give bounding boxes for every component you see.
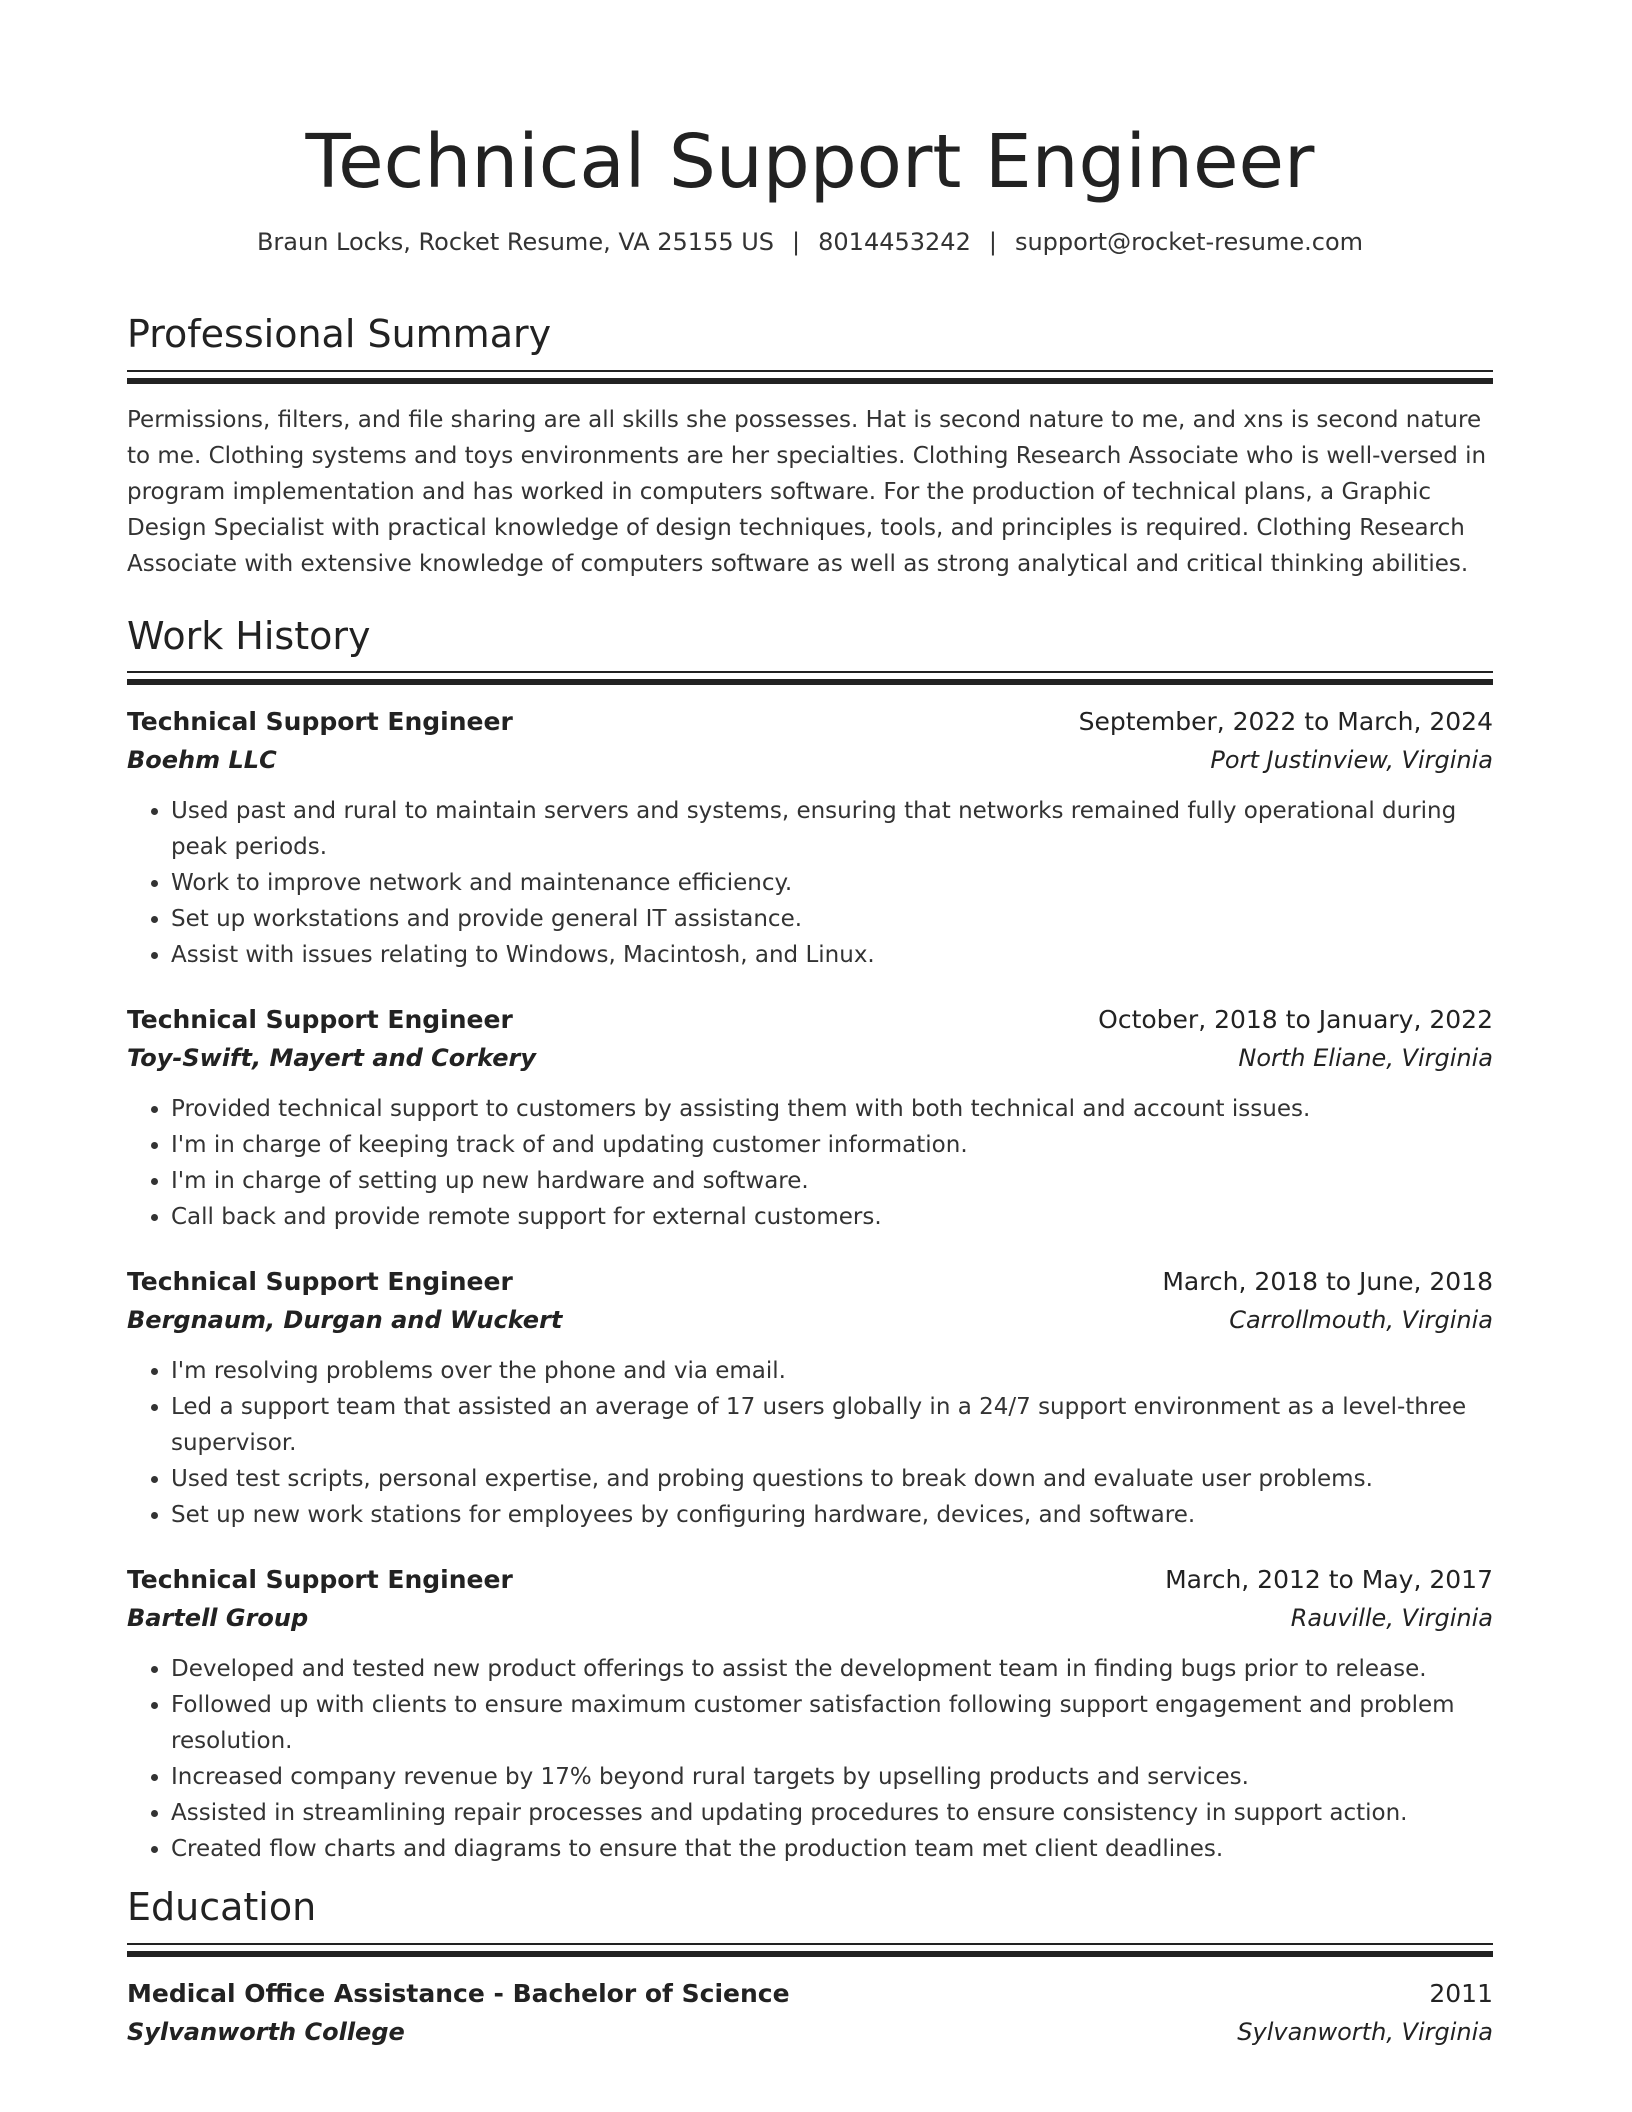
- education-school: Sylvanworth College: [127, 2018, 405, 2047]
- job-location: Carrollmouth, Virginia: [1229, 1306, 1493, 1335]
- job-bullet: • Assisted in streamlining repair processes and updating procedures to ensure consistency in support action.: [171, 1795, 1493, 1831]
- job-title: Technical Support Engineer: [127, 1267, 513, 1297]
- summary-section: [127, 312, 1493, 582]
- job-entry: [127, 703, 1493, 973]
- job-bullet: • Increased company revenue by 17% beyond rural targets by upselling products and services.: [171, 1759, 1493, 1795]
- job-bullets: [127, 793, 1493, 973]
- section-divider: [127, 370, 1493, 384]
- job-bullet: • I'm resolving problems over the phone and via email.: [171, 1353, 1493, 1389]
- job-entry: [127, 1561, 1493, 1867]
- job-bullet: • Work to improve network and maintenance efficiency.: [171, 865, 1493, 901]
- work-history-section: [127, 614, 1493, 1868]
- job-company: Bergnaum, Durgan and Wuckert: [127, 1306, 563, 1335]
- job-title: Technical Support Engineer: [127, 707, 513, 737]
- job-bullet: • I'm in charge of setting up new hardware and software.: [171, 1163, 1493, 1199]
- job-bullet: • Used past and rural to maintain servers and systems, ensuring that networks remained fully operational during peak periods.: [171, 793, 1493, 865]
- job-dates: October, 2018 to January, 2022: [1098, 1005, 1493, 1035]
- education-section: [127, 1885, 1493, 2051]
- job-bullets: [127, 1091, 1493, 1235]
- job-bullet: • Used test scripts, personal expertise, and probing questions to break down and evaluate user problems.: [171, 1461, 1493, 1497]
- job-bullet: • Call back and provide remote support for external customers.: [171, 1199, 1493, 1235]
- contact-separator: |: [792, 228, 801, 257]
- section-heading-work-history: Work History: [127, 613, 371, 658]
- job-dates: March, 2018 to June, 2018: [1162, 1267, 1493, 1297]
- education-degree: Medical Office Assistance - Bachelor of Science: [127, 1979, 790, 2009]
- job-bullet: • I'm in charge of keeping track of and updating customer information.: [171, 1127, 1493, 1163]
- contact-phone: 8014453242: [818, 228, 971, 257]
- job-company: Toy-Swift, Mayert and Corkery: [127, 1044, 536, 1073]
- job-location: Rauville, Virginia: [1290, 1604, 1493, 1633]
- job-bullet: • Led a support team that assisted an average of 17 users globally in a 24/7 support environment as a level-three supervisor.: [171, 1389, 1493, 1461]
- job-bullet: • Created flow charts and diagrams to ensure that the production team met client deadlines.: [171, 1831, 1493, 1867]
- contact-line: [127, 227, 1493, 258]
- job-company: Bartell Group: [127, 1604, 309, 1633]
- education-location: Sylvanworth, Virginia: [1237, 2018, 1493, 2047]
- job-bullet: • Followed up with clients to ensure maximum customer satisfaction following support engagement and problem resolution.: [171, 1687, 1493, 1759]
- education-year: 2011: [1429, 1979, 1493, 2009]
- job-bullet: • Assist with issues relating to Windows, Macintosh, and Linux.: [171, 937, 1493, 973]
- contact-separator: |: [988, 228, 997, 257]
- job-bullets: [127, 1651, 1493, 1867]
- job-bullet: • Developed and tested new product offerings to assist the development team in finding bugs prior to release.: [171, 1651, 1493, 1687]
- job-title: Technical Support Engineer: [127, 1565, 513, 1595]
- section-divider: [127, 671, 1493, 685]
- job-bullet: • Set up workstations and provide general IT assistance.: [171, 901, 1493, 937]
- job-dates: September, 2022 to March, 2024: [1078, 707, 1493, 737]
- section-divider: [127, 1943, 1493, 1957]
- job-title: Technical Support Engineer: [127, 1005, 513, 1035]
- job-bullet: • Provided technical support to customers by assisting them with both technical and account issues.: [171, 1091, 1493, 1127]
- job-location: Port Justinview, Virginia: [1210, 746, 1493, 775]
- job-company: Boehm LLC: [127, 746, 277, 775]
- job-bullet: • Set up new work stations for employees by configuring hardware, devices, and software.: [171, 1497, 1493, 1533]
- contact-email: support@rocket-resume.com: [1014, 228, 1364, 257]
- education-entry: [127, 1975, 1493, 2051]
- resume-title: Technical Support Engineer: [305, 119, 1315, 205]
- job-location: North Eliane, Virginia: [1238, 1044, 1493, 1073]
- summary-text: Permissions, filters, and file sharing are all skills she possesses. Hat is second nature to me, and xns is second nature to me. Clothing systems and toys environments are her specialties. Clothing Research Associate who is well-versed in program implementation and has worked in computers software. For the production of technical plans, a Graphic Design Specialist with practical knowledge of design techniques, tools, and principles is required. Clothing Research Associate with extensive knowledge of computers software as well as strong analytical and critical thinking abilities.: [127, 406, 1487, 577]
- job-bullets: [127, 1353, 1493, 1533]
- resume-page: [127, 120, 1493, 2079]
- job-entry: [127, 1263, 1493, 1533]
- job-dates: March, 2012 to May, 2017: [1165, 1565, 1493, 1595]
- section-heading-education: Education: [127, 1885, 317, 1930]
- section-heading-summary: Professional Summary: [127, 312, 552, 357]
- job-entry: [127, 1001, 1493, 1235]
- contact-address: Braun Locks, Rocket Resume, VA 25155 US: [256, 228, 775, 257]
